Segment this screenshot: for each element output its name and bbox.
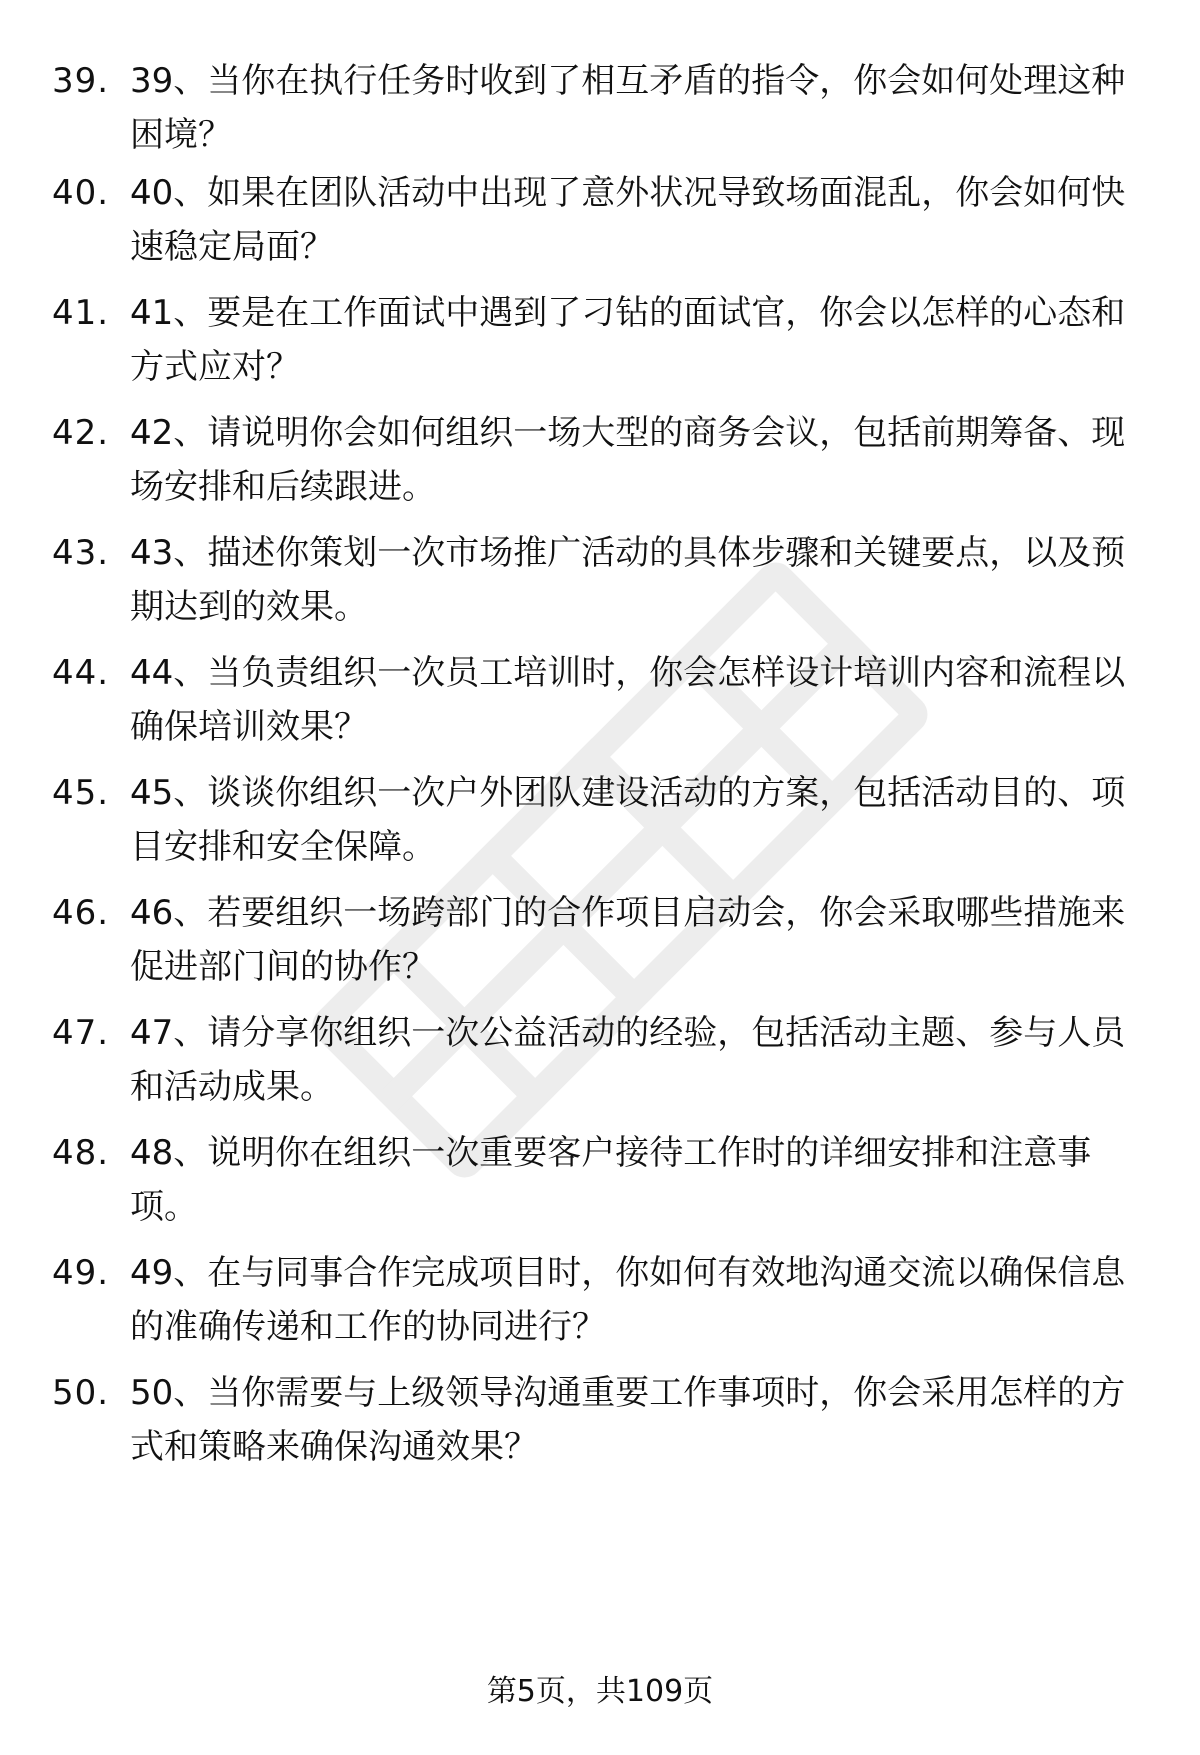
list-item: [0, 406, 1200, 526]
list-item: [0, 286, 1200, 406]
list-item: [0, 1126, 1200, 1246]
question-number: 44.: [52, 653, 110, 693]
question-text: 48、说明你在组织一次重要客户接待工作时的详细安排和注意事项。: [130, 1133, 1092, 1227]
question-number: 42.: [52, 413, 110, 453]
question-number: 46.: [52, 893, 110, 933]
question-number: 40.: [52, 173, 110, 213]
question-text: 40、如果在团队活动中出现了意外状况导致场面混乱，你会如何快速稳定局面？: [130, 173, 1126, 267]
question-number: 48.: [52, 1133, 110, 1173]
list-item: [0, 526, 1200, 646]
question-text: 42、请说明你会如何组织一场大型的商务会议，包括前期筹备、现场安排和后续跟进。: [130, 413, 1126, 507]
question-text: 44、当负责组织一次员工培训时，你会怎样设计培训内容和流程以确保培训效果？: [130, 653, 1126, 747]
question-text: 41、要是在工作面试中遇到了刁钻的面试官，你会以怎样的心态和方式应对？: [130, 293, 1126, 387]
question-number: 47.: [52, 1013, 110, 1053]
question-text: 47、请分享你组织一次公益活动的经验，包括活动主题、参与人员和活动成果。: [130, 1013, 1126, 1107]
list-item: [0, 54, 1200, 174]
question-text: 43、描述你策划一次市场推广活动的具体步骤和关键要点，以及预期达到的效果。: [130, 533, 1126, 627]
question-number: 45.: [52, 773, 110, 813]
question-number: 41.: [52, 293, 110, 333]
question-text: 46、若要组织一场跨部门的合作项目启动会，你会采取哪些措施来促进部门间的协作？: [130, 893, 1126, 987]
list-item: [0, 766, 1200, 886]
list-item: [0, 1006, 1200, 1126]
question-number: 43.: [52, 533, 110, 573]
question-number: 50.: [52, 1373, 110, 1413]
question-text: 50、当你需要与上级领导沟通重要工作事项时，你会采用怎样的方式和策略来确保沟通效果？: [130, 1373, 1126, 1467]
question-number: 39.: [52, 61, 110, 101]
question-text: 45、谈谈你组织一次户外团队建设活动的方案，包括活动目的、项目安排和安全保障。: [130, 773, 1126, 867]
list-item: [0, 166, 1200, 286]
question-number: 49.: [52, 1253, 110, 1293]
list-item: [0, 886, 1200, 1006]
page-footer: 第5页，共109页: [486, 1674, 714, 1709]
list-item: [0, 1366, 1200, 1486]
question-text: 49、在与同事合作完成项目时，你如何有效地沟通交流以确保信息的准确传递和工作的协同进行？: [130, 1253, 1126, 1347]
list-item: [0, 1246, 1200, 1366]
question-text: 39、当你在执行任务时收到了相互矛盾的指令，你会如何处理这种困境？: [130, 61, 1126, 155]
list-item: [0, 646, 1200, 766]
